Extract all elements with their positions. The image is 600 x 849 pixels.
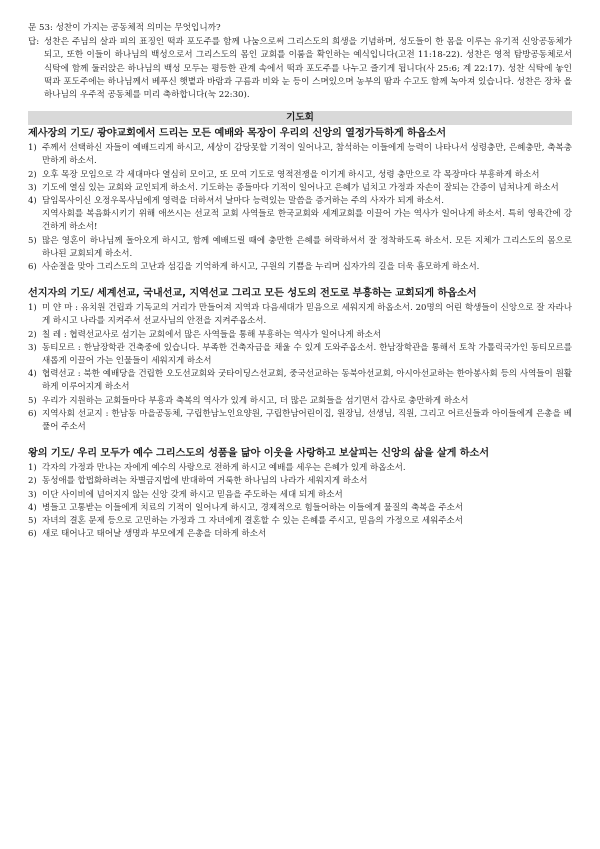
catechism-question: 문 53: 성찬이 가지는 공동체적 의미는 무엇입니까? [28,23,221,33]
item-number: 1) [28,303,37,314]
item-number: 2) [28,329,37,340]
answer-label: 답: [28,37,40,48]
item-text: 지역사회 선교지 : 한남동 마을공동체, 구립한남노인요양원, 구립한남어린이집, 원장님, 선생님, 직원, 그리고 어르신들과 아이들에게 은총을 베풀어 주소서 [42,408,572,433]
item-text: 동성애를 합법화하려는 차별금지법에 반대하여 거룩한 하나님의 나라가 세워지게 하소서 [42,476,368,487]
prayer-item [28,368,572,394]
section-prophet-prayer [28,287,572,434]
prayer-item [28,395,572,408]
item-number: 2) [28,169,37,180]
item-number: 1) [28,463,37,474]
section-king-prayer [28,447,572,541]
section-title: 선지자의 기도/ 세계선교, 국내선교, 지역선교 그리고 모든 성도의 전도로 부흥하는 교회되게 하옵소서 [28,288,477,300]
item-text: 협력선교 : 북한 예배당을 건립한 오도선교회와 굿타이딩스선교회, 중국선교하는 동북아선교회, 아시아선교하는 한아봉사회 등의 사역들이 원활하게 이루어지게 하소서 [42,369,572,393]
prayer-list [28,462,572,541]
item-number: 6) [28,408,37,419]
prayer-meeting-banner: 기도회 [28,111,572,125]
prayer-list [28,142,572,274]
item-text: 사순절을 맞아 그리스도의 고난과 섬김을 기억하게 하시고, 구원의 기쁨을 누리며 십자가의 길을 더욱 흠모하게 하소서. [42,262,480,273]
prayer-item [28,475,572,488]
item-text: 많은 영혼이 하나님께 돌아오게 하시고, 함께 예배드릴 때에 충만한 은혜를 허락하셔서 잘 정착하도록 하소서. 모든 지체가 그리스도의 몸으로 하나된 교회되게 하소서. [42,235,572,259]
prayer-item [28,489,572,502]
item-text: 우리가 지원하는 교회들마다 부흥과 축복의 역사가 있게 하시고, 더 많은 교회들을 섬기면서 감사로 충만하게 하소서 [42,395,469,406]
prayer-item-note [28,208,572,234]
prayer-item [28,302,572,328]
item-text: 오후 목장 모임으로 각 세대마다 열심히 모이고, 또 모여 기도로 영적전쟁을 이기게 하시고, 성령 충만으로 각 목장마다 부흥하게 하소서 [42,169,540,180]
answer-text: 성찬은 주님의 살과 피의 표징인 떡과 포도주를 함께 나눔으로써 그리스도의 희생을 기념하며, 성도들이 한 몸을 이루는 유기적 신앙공동체가 되고, 또한 이들이 하나님의 백성으로서 그리스도의 몸인 교회를 이룸을 확인하는 예식입니다(고전 11:18-22). 성찬은 영적 탐방공동체로서 식탁에 함께 둘러앉은 하나님의 백성 모두는 평등한 관계 속에서 떡과 포도주를 나누고 즐기게 됩니다(사 25:6; 계 22:17). 성찬 식탁에 놓인 떡과 포도주에는 하나님께서 베푸신 햇볕과 바람과 구름과 비와 눈 등이 스며있으며 농부의 땀과 수고도 함께 녹아져 있습니다. 성찬은 장차 올 하나님의 우주적 공동체를 미리 축하합니다(눅 22:30). [44,37,572,101]
item-number: 5) [28,516,37,527]
prayer-item [28,528,572,541]
item-text: 주께서 선택하신 자들이 예배드리게 하시고, 세상이 감당못할 기적이 일어나고, 참석하는 이들에게 능력이 나타나서 성령충만, 은혜충만, 축복충만하게 하소서. [42,143,572,167]
section-title: 제사장의 기도/ 광야교회에서 드리는 모든 예배와 목장이 우리의 신앙의 열정가득하게 하옵소서 [28,128,446,140]
item-text: 각자의 가정과 만나는 자에게 예수의 사랑으로 전하게 하시고 예배를 세우는 은혜가 있게 하옵소서. [42,463,406,474]
item-text: 새로 태어나고 태어날 생명과 부모에게 은총을 더하게 하소서 [42,529,267,540]
item-number: 3) [28,489,37,500]
item-text: 지역사회를 복음화시키기 위해 애쓰시는 선교적 교회 사역들로 한국교회와 세계교회를 이끌어 가는 역사가 일어나게 하소서. 특히 영육간에 강건하게 하소서! [42,209,572,233]
catechism-qa [28,22,572,102]
item-text: 자녀의 결혼 문제 등으로 고민하는 가정과 그 자녀에게 결혼할 수 있는 은혜를 주시고, 믿음의 가정으로 세워주소서 [42,516,463,527]
prayer-item [28,408,572,434]
section-title: 왕의 기도/ 우리 모두가 예수 그리스도의 성품을 닮아 이웃을 사랑하고 보살피는 신앙의 삶을 살게 하소서 [28,448,489,460]
item-number: 1) [28,143,37,154]
item-text: 담임목사이신 오정우목사님에게 영력을 더하셔서 날마다 능력있는 말씀을 증거하는 주의 사자가 되게 하소서. [42,196,444,207]
item-number: 3) [28,182,37,193]
item-text: 동티모르 : 한남장학관 건축중에 있습니다. 부족한 건축자금을 채울 수 있게 도와주옵소서. 한남장학관을 통해서 토착 가톨릭국가인 동티모르를 새롭게 이끌어 가는 인물들이 세워지게 하소서 [42,342,572,367]
prayer-item [28,182,572,195]
prayer-item [28,342,572,368]
prayer-item [28,169,572,182]
catechism-answer [28,36,572,102]
section-priest-prayer [28,127,572,274]
item-number: 5) [28,395,37,406]
prayer-item [28,235,572,261]
item-number: 4) [28,502,37,513]
item-number: 3) [28,342,37,353]
item-text: 병들고 고통받는 이들에게 치료의 기적이 일어나게 하시고, 경제적으로 힘들어하는 이들에게 물질의 축복을 주소서 [42,502,464,513]
item-number: 6) [28,529,37,540]
prayer-item [28,261,572,274]
prayer-item [28,462,572,475]
item-number: 2) [28,476,37,487]
prayer-item [28,142,572,168]
item-text: 기도에 열심 있는 교회와 교인되게 하소서. 기도하는 종들마다 기적이 일어나고 은혜가 넘치고 가정과 자손이 잘되는 간증이 넘쳐나게 하소서 [42,182,559,193]
item-number: 4) [28,369,37,380]
item-number: 5) [28,235,37,246]
prayer-item [28,502,572,515]
item-number: 4) [28,196,37,207]
prayer-item [28,329,572,342]
item-number: 6) [28,262,37,273]
prayer-list [28,302,572,434]
item-text: 이단 사이비에 넘어지지 않는 신앙 갖게 하시고 믿음을 주도하는 세대 되게 하소서 [42,489,343,500]
item-text: 칠 레 : 협력선교사로 섬기는 교회에서 많은 사역들을 통해 부흥하는 역사가 일어나게 하소서 [42,329,382,340]
item-text: 미 얀 마 : 유치원 건립과 기독교의 거리가 만들어져 지역과 다음세대가 믿음으로 세워지게 하옵소서. 20명의 어린 학생들이 신앙으로 잘 자라나게 하시고 나라를 지켜주셔 선교사님의 안전을 지켜주옵소서. [42,303,572,327]
item-number [28,208,42,234]
prayer-item [28,515,572,528]
prayer-item [28,195,572,208]
